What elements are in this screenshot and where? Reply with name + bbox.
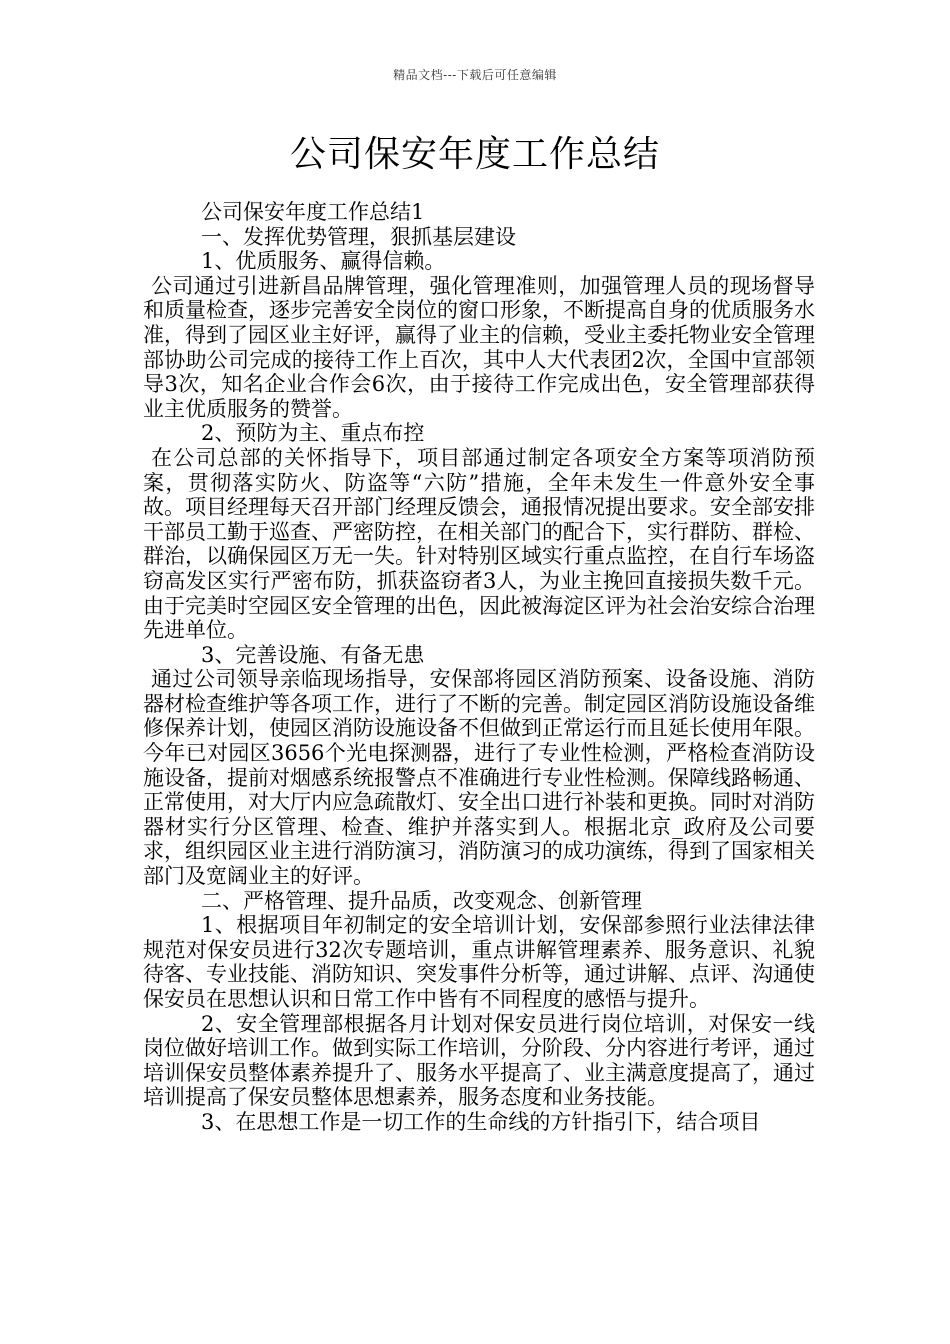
- paragraph: 二、严格管理、提升品质，改变观念、创新管理: [201, 888, 642, 913]
- paragraph: 通过公司领导亲临现场指导，安保部将园区消防预案、设备设施、消防器材检查维护等各项工作，进行了不断的完善。制定园区消防设施设备维修保养计划，使园区消防设施设备不但做到正常运行而且延长使用年限。今年已对园区3656个光电探测器，进行了专业性检测，严格检查消防设施设备，提前对烟感系统报警点不准确进行专业性检测。保障线路畅通、正常使用，对大厅内应急疏散灯、安全出口进行补装和更换。同时对消防器材实行分区管理、检查、维护并落实到人。根据北京_政府及公司要求，组织园区业主进行消防演习，消防演习的成功演练，得到了国家相关部门及宽阔业主的好评。: [143, 667, 815, 889]
- paragraph: 1、优质服务、赢得信赖。: [201, 249, 446, 274]
- paragraph: 1、根据项目年初制定的安全培训计划，安保部参照行业法律法律规范对保安员进行32次专题培训，重点讲解管理素养、服务意识、礼貌待客、专业技能、消防知识、突发事件分析等，通过讲解、点评、沟通使保安员在思想认识和日常工作中皆有不同程度的感悟与提升。: [143, 913, 815, 1011]
- paragraph: 3、完善设施、有备无患: [201, 642, 425, 667]
- paragraph: 2、预防为主、重点布控: [201, 421, 425, 446]
- paragraph: 公司通过引进新昌品牌管理，强化管理准则，加强管理人员的现场督导和质量检查，逐步完善安全岗位的窗口形象，不断提高自身的优质服务水准，得到了园区业主好评，赢得了业主的信赖，受业主委托物业安全管理部协助公司完成的接待工作上百次，其中人大代表团2次，全国中宣部领导3次，知名企业合作会6次，由于接待工作完成出色，安全管理部获得业主优质服务的赞誉。: [143, 273, 815, 421]
- paragraph: 一、发挥优势管理，狠抓基层建设: [201, 224, 516, 249]
- document-body: [143, 200, 815, 1135]
- paragraph: 公司保安年度工作总结1: [201, 200, 425, 224]
- paragraph: 在公司总部的关怀指导下，项目部通过制定各项安全方案等项消防预案，贯彻落实防火、防盗等“六防”措施，全年未发生一件意外安全事故。项目经理每天召开部门经理反馈会，通报情况提出要求。安全部安排干部员工勤于巡查、严密防控，在相关部门的配合下，实行群防、群检、群治，以确保园区万无一失。针对特别区域实行重点监控，在自行车场盗窃高发区实行严密布防，抓获盗窃者3人，为业主挽回直接损失数千元。由于完美时空园区安全管理的出色，因此被海淀区评为社会治安综合治理先进单位。: [143, 445, 815, 643]
- paragraph: 3、在思想工作是一切工作的生命线的方针指引下，结合项目: [201, 1109, 761, 1134]
- header-note: 精品文档---下载后可任意编辑: [393, 68, 557, 82]
- document-title: 公司保安年度工作总结: [289, 134, 660, 175]
- paragraph: 2、安全管理部根据各月计划对保安员进行岗位培训，对保安一线岗位做好培训工作。做到实际工作培训，分阶段、分内容进行考评，通过培训保安员整体素养提升了、服务水平提高了、业主满意度提高了，通过培训提高了保安员整体思想素养，服务态度和业务技能。: [143, 1011, 815, 1110]
